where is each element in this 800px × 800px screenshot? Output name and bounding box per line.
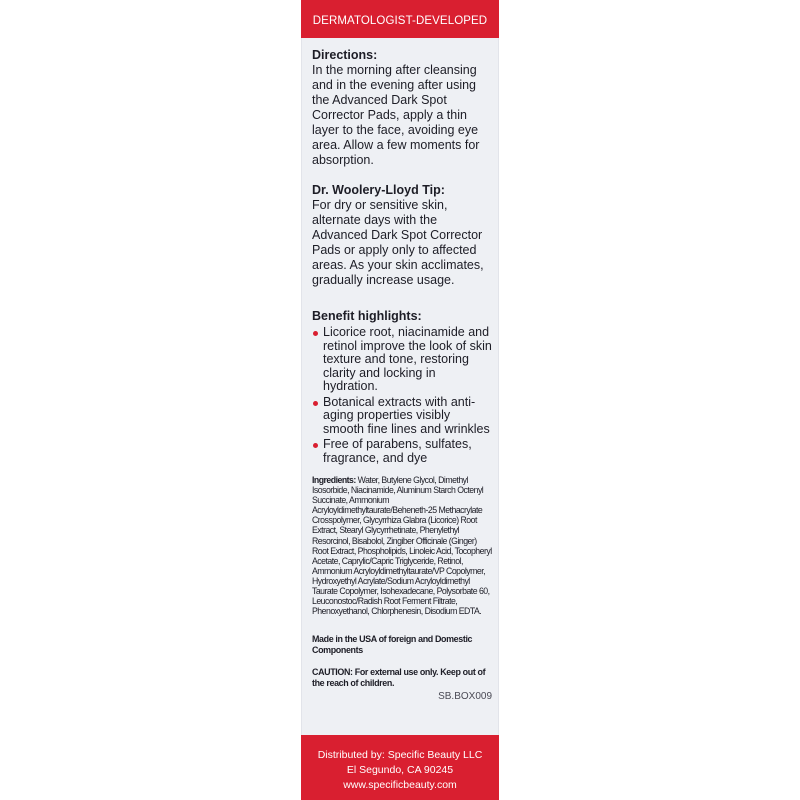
panel-content [312,48,492,702]
directions-heading: Directions: [312,48,378,62]
distributor-line-2: El Segundo, CA 90245 [346,764,454,776]
tip-section [312,183,492,288]
bullet-icon [313,331,318,336]
benefit-item [312,438,492,465]
benefits-heading: Benefit highlights: [312,309,422,323]
benefits-list [312,326,492,465]
ingredients-block [312,475,492,616]
directions-text: In the morning after cleansing and in the evening after using the Advanced Dark Spot Corrector Pads, apply a thin layer to the face, avoiding eye area. Allow a few moments for absorption. [312,63,480,167]
bullet-icon [313,443,318,448]
ingredients-text: Water, Butylene Glycol, Dimethyl Isosorbide, Niacinamide, Aluminum Starch Octenyl Succinate, Ammonium Acryloyldimethyltaurate/Beheneth-25 Methacrylate Crosspolymer, Glycyrrhiza Glabra (Licorice) Root Extract, Stearyl Glycyrrhetinate, Phenylethyl Resorcinol, Bisabolol, Zingiber Officinale (Ginger) Root Extract, Phospholipids, Linoleic Acid, Tocopheryl Acetate, Caprylic/Capric Triglyceride, Retinol, Ammonium Acryloyldimethyltaurate/VP Copolymer, Hydroxyethyl Acrylate/Sodium Acryloyldimethyl Taurate Copolymer, Isohexadecane, Polysorbate 60, Leuconostoc/Radish Root Ferment Filtrate, Phenoxyethanol, Chlorphenesin, Disodium EDTA. [312,474,492,617]
distributor-line-1: Distributed by: Specific Beauty LLC [317,749,483,761]
benefit-text: Free of parabens, sulfates, fragrance, and dye [323,437,472,465]
benefit-text: Licorice root, niacinamide and retinol improve the look of skin texture and tone, restoring clarity and locking in hydration. [323,325,492,393]
top-banner: DERMATOLOGIST-DEVELOPED [301,0,499,38]
benefit-item [312,396,492,437]
caution-text: CAUTION: For external use only. Keep out of the reach of children. [312,667,486,690]
product-box-panel [301,0,499,800]
benefit-item [312,326,492,394]
ingredients-label: Ingredients: [312,474,356,485]
directions-section [312,48,492,168]
bullet-icon [313,401,318,406]
made-in-text: Made in the USA of foreign and Domestic Components [312,634,473,657]
tip-heading: Dr. Woolery-Lloyd Tip: [312,183,445,197]
distributor-banner [301,735,499,800]
product-code: SB.BOX009 [438,691,492,703]
tip-text: For dry or sensitive skin, alternate days with the Advanced Dark Spot Corrector Pads or apply only to affected areas. As your skin acclimates, gradually increase usage. [312,198,484,287]
distributor-website: www.specificbeauty.com [343,779,457,791]
benefits-section [312,309,492,465]
benefit-text: Botanical extracts with anti-aging properties visibly smooth fine lines and wrinkles [323,394,490,436]
